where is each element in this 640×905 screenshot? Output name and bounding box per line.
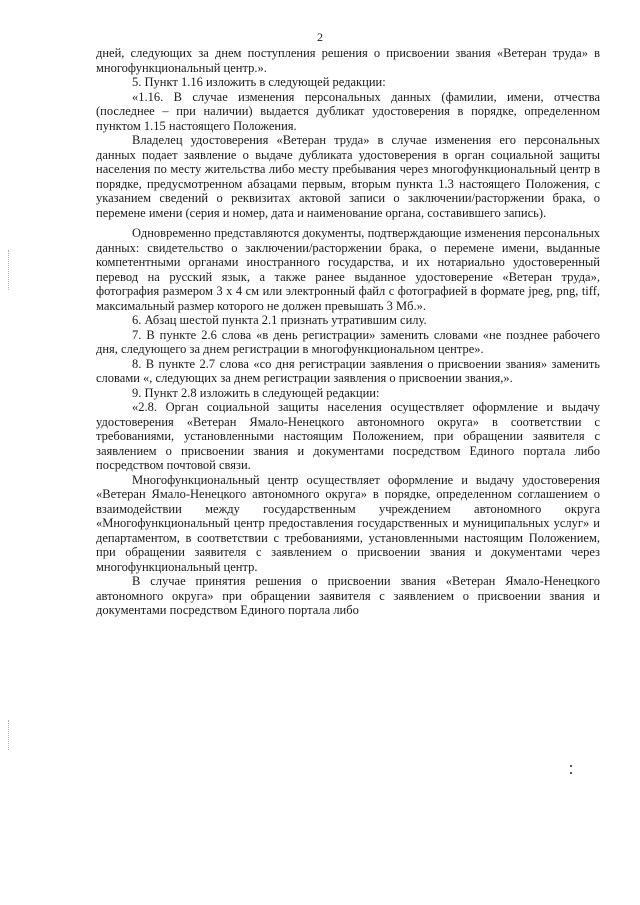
page-number: 2 [317,30,323,44]
paragraph: дней, следующих за днем поступления решения о присвоении звания «Ветеран труда» в многофункциональный центр.». [96,46,600,75]
scan-edge-mark [8,720,10,750]
paragraph: 8. В пункте 2.7 слова «со дня регистрации заявления о присвоении звания» заменить словами «, следующих за днем регистрации заявления о присвоении звания,». [96,356,600,385]
scan-speck [570,772,572,774]
paragraph: «2.8. Орган социальной защиты населения осуществляет оформление и выдачу удостоверения «Ветеран Ямало-Ненецкого автономного округа» в соответствии с требованиями, установленными настоящим Положением, при обращении заявителя с заявлением о присвоении звания и документами посредством Единого портала либо посредством почтовой связи. [96,400,600,472]
paragraph: Одновременно представляются документы, подтверждающие изменения персональных данных: свидетельство о заключении/расторжении брака, о перемене имени, выданные компетентными органами иностранного государства, и их нотариально удостоверенный перевод на русский язык, а также ранее выданное удостоверение «Ветеран труда», фотография размером 3 х 4 см или электронный файл с фотографией в формате jpeg, png, tiff, максимальный размер которого не должен превышать 3 Мб.». [96,226,600,313]
paragraph: В случае принятия решения о присвоении звания «Ветеран Ямало-Ненецкого автономного округа» при обращении заявителя с заявлением о присвоении звания и документами посредством Единого портала либо [96,574,600,617]
paragraph: «1.16. В случае изменения персональных данных (фамилии, имени, отчества (последнее – при наличии) выдается дубликат удостоверения в порядке, определенном пунктом 1.15 настоящего Положения. [96,89,600,133]
scan-edge-mark [8,250,10,290]
scan-speck [570,765,572,767]
paragraph: Владелец удостоверения «Ветеран труда» в случае изменения его персональных данных подает заявление о выдаче дубликата удостоверения в орган социальной защиты населения по месту жительства либо месту пребывания через многофункциональный центр в порядке, предусмотренном абзацами первым, вторым пункта 1.3 настоящего Положения, с указанием сведений о реквизитах актовой записи о заключении/расторжении брака, о перемене имени (серия и номер, дата и наименование органа, составившего запись). [96,133,600,220]
paragraph: 5. Пункт 1.16 изложить в следующей редакции: [132,75,386,89]
paragraph: 6. Абзац шестой пункта 2.1 признать утратившим силу. [132,313,427,327]
paragraph: 7. В пункте 2.6 слова «в день регистрации» заменить словами «не позднее рабочего дня, следующего за днем регистрации в многофункциональном центре». [96,327,600,356]
document-body [96,46,600,618]
paragraph: Многофункциональный центр осуществляет оформление и выдачу удостоверения «Ветеран Ямало-Ненецкого автономного округа» в порядке, определенном соглашением о взаимодействии между государственным учреждением автономного округа «Многофункциональный центр предоставления государственных и муниципальных услуг» и департаментом, в соответствии с требованиями, установленными настоящим Положением, при обращении заявителя с заявлением о присвоении звания и документами через многофункциональный центр. [96,472,600,574]
paragraph: 9. Пункт 2.8 изложить в следующей редакции: [132,385,380,400]
